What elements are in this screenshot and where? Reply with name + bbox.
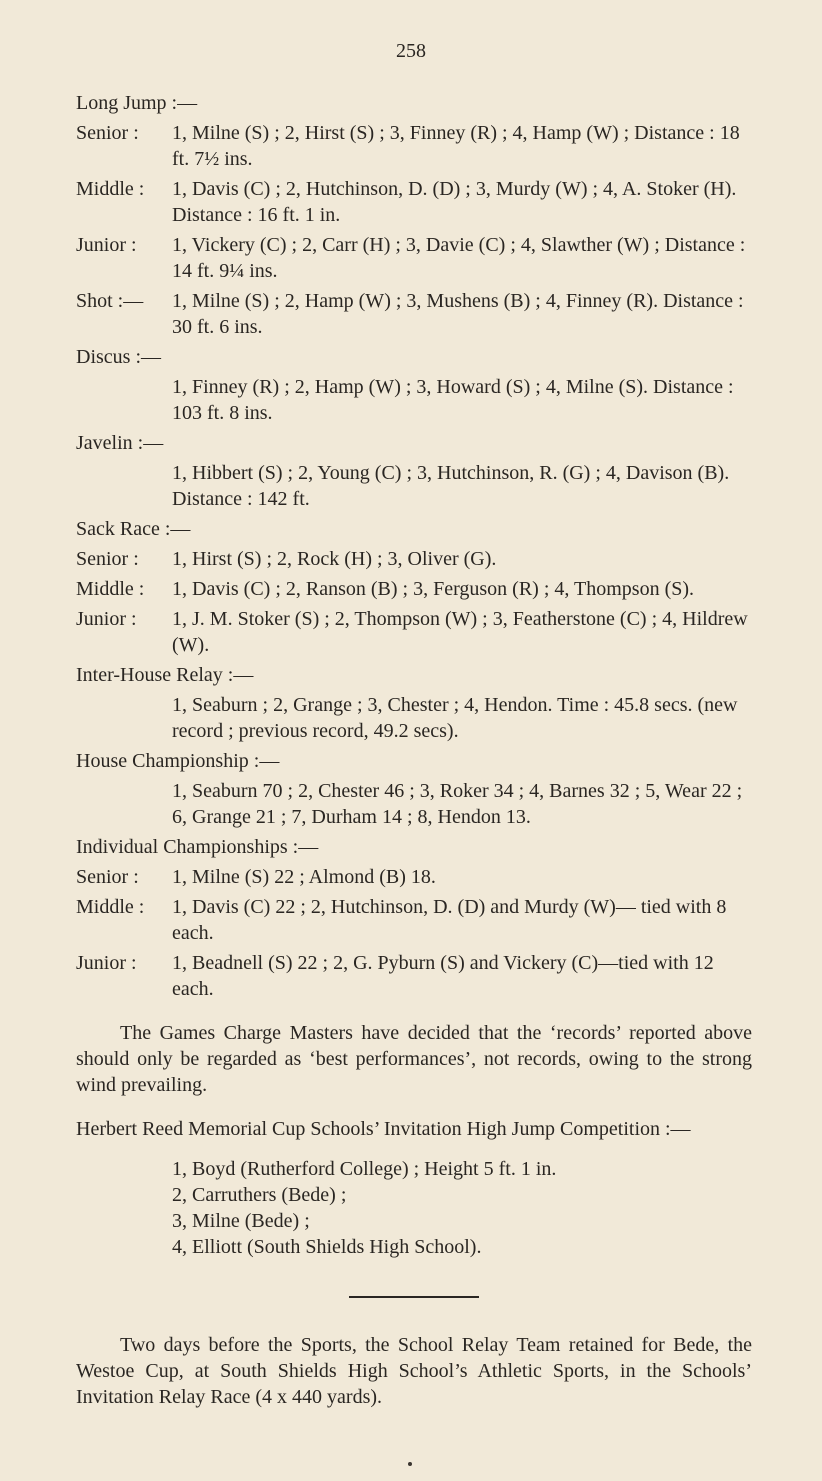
section-divider	[349, 1296, 479, 1298]
long-jump-senior	[76, 120, 752, 172]
house-championship-heading: House Championship :—	[76, 750, 280, 772]
individual-senior	[76, 864, 752, 890]
entry-text: 1, Hirst (S) ; 2, Rock (H) ; 3, Oliver (G).	[172, 548, 497, 570]
sack-race-senior	[76, 546, 752, 572]
discus-heading: Discus :—	[76, 346, 161, 368]
page-number: 258	[396, 40, 426, 62]
relay-text: 1, Seaburn ; 2, Grange ; 3, Chester ; 4, Hendon. Time : 45.8 secs. (new record ; previous record, 49.2 secs).	[172, 694, 738, 742]
entry-label: Senior :	[76, 548, 139, 570]
shot-entry	[76, 288, 752, 340]
list-item: 2, Carruthers (Bede) ;	[172, 1184, 347, 1206]
entry-text: 1, Beadnell (S) 22 ; 2, G. Pyburn (S) and Vickery (C)—tied with 12 each.	[172, 952, 714, 1000]
entry-text: 1, Davis (C) ; 2, Hutchinson, D. (D) ; 3, Murdy (W) ; 4, A. Stoker (H). Distance : 16 ft. 1 in.	[172, 178, 737, 226]
entry-text: 1, Milne (S) 22 ; Almond (B) 18.	[172, 866, 436, 888]
entry-label: Junior :	[76, 952, 137, 974]
closing-paragraph: Two days before the Sports, the School Relay Team retained for Bede, the Westoe Cup, at South Shields High School’s Athletic Sports, in the Schools’ Invitation Relay Race (4 x 440 yards).	[76, 1334, 752, 1408]
entry-label: Middle :	[76, 578, 145, 600]
entry-text: 1, Vickery (C) ; 2, Carr (H) ; 3, Davie (C) ; 4, Slawther (W) ; Distance : 14 ft. 9¼ ins.	[172, 234, 746, 282]
herbert-reed-heading: Herbert Reed Memorial Cup Schools’ Invitation High Jump Competition :—	[76, 1118, 691, 1140]
list-item: 3, Milne (Bede) ;	[172, 1210, 310, 1232]
javelin-heading: Javelin :—	[76, 432, 164, 454]
results-content	[76, 86, 752, 1430]
individual-championships-heading: Individual Championships :—	[76, 836, 319, 858]
individual-middle	[76, 894, 752, 946]
long-jump-junior	[76, 232, 752, 284]
entry-label: Senior :	[76, 866, 139, 888]
entry-text: 1, Milne (S) ; 2, Hamp (W) ; 3, Mushens (B) ; 4, Finney (R). Distance : 30 ft. 6 ins.	[172, 290, 744, 338]
relay-heading: Inter-House Relay :—	[76, 664, 254, 686]
house-championship-text: 1, Seaburn 70 ; 2, Chester 46 ; 3, Roker 34 ; 4, Barnes 32 ; 5, Wear 22 ; 6, Grange 21 ; 7, Durham 14 ; 8, Hendon 13.	[172, 780, 743, 828]
entry-label: Middle :	[76, 178, 145, 200]
sack-race-middle	[76, 576, 752, 602]
individual-junior	[76, 950, 752, 1002]
entry-label: Junior :	[76, 608, 137, 630]
entry-text: 1, J. M. Stoker (S) ; 2, Thompson (W) ; 3, Featherstone (C) ; 4, Hildrew (W).	[172, 608, 748, 656]
entry-label: Senior :	[76, 122, 139, 144]
records-note-paragraph: The Games Charge Masters have decided that the ‘records’ reported above should only be regarded as ‘best performances’, not records, owing to the strong wind prevailing.	[76, 1022, 752, 1096]
herbert-reed-results	[172, 1156, 752, 1260]
long-jump-middle	[76, 176, 752, 228]
entry-label: Middle :	[76, 896, 145, 918]
list-item: 4, Elliott (South Shields High School).	[172, 1236, 482, 1258]
entry-label: Junior :	[76, 234, 137, 256]
javelin-text: 1, Hibbert (S) ; 2, Young (C) ; 3, Hutchinson, R. (G) ; 4, Davison (B). Distance : 142 ft.	[172, 462, 730, 510]
entry-text: 1, Milne (S) ; 2, Hirst (S) ; 3, Finney (R) ; 4, Hamp (W) ; Distance : 18 ft. 7½ ins.	[172, 122, 740, 170]
sack-race-heading: Sack Race :—	[76, 518, 191, 540]
discus-text: 1, Finney (R) ; 2, Hamp (W) ; 3, Howard (S) ; 4, Milne (S). Distance : 103 ft. 8 ins.	[172, 376, 734, 424]
page-mark	[408, 1462, 412, 1466]
entry-text: 1, Davis (C) 22 ; 2, Hutchinson, D. (D) and Murdy (W)— tied with 8 each.	[172, 896, 727, 944]
sack-race-junior	[76, 606, 752, 658]
list-item: 1, Boyd (Rutherford College) ; Height 5 ft. 1 in.	[172, 1158, 557, 1180]
entry-label: Shot :—	[76, 290, 144, 312]
entry-text: 1, Davis (C) ; 2, Ranson (B) ; 3, Ferguson (R) ; 4, Thompson (S).	[172, 578, 695, 600]
long-jump-heading: Long Jump :—	[76, 92, 198, 114]
